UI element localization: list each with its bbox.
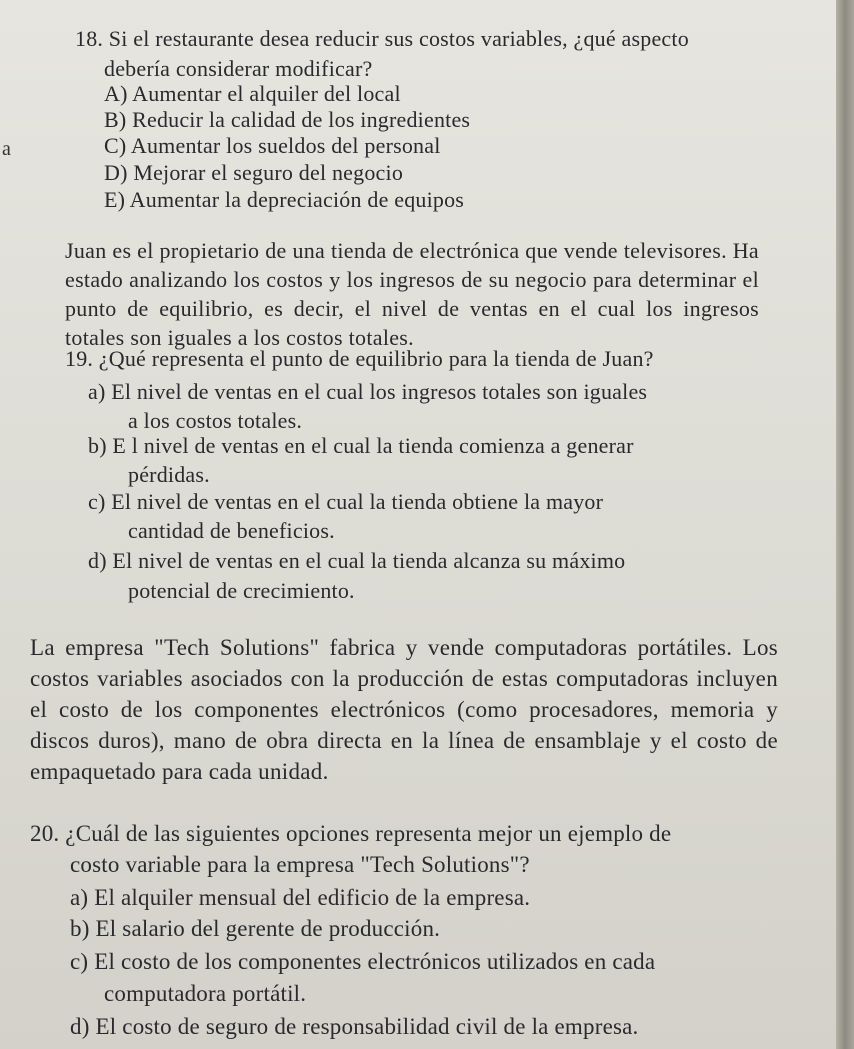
- q20-stem-line2: costo variable para la empresa "Tech Solutions"?: [70, 852, 530, 877]
- q18-option-c: C) Aumentar los sueldos del personal: [104, 133, 441, 158]
- q19-option-a-line2: a los costos totales.: [128, 408, 303, 433]
- q19-option-c-line1: c) El nivel de ventas en el cual la tienda obtiene la mayor: [88, 489, 604, 514]
- q20-option-a: a) El alquiler mensual del edificio de la empresa.: [70, 885, 531, 910]
- q19-option-b-line2: pérdidas.: [128, 462, 210, 487]
- q18-option-b: B) Reducir la calidad de los ingredientes: [104, 107, 471, 132]
- q18-stem-line1: 18. Si el restaurante desea reducir sus costos variables, ¿qué aspecto: [75, 26, 689, 51]
- q19-option-b-line1: b) E l nivel de ventas en el cual la tienda comienza a generar: [88, 433, 634, 458]
- q18-stem-line2: debería considerar modificar?: [104, 56, 373, 81]
- q20-stem-line1: 20. ¿Cuál de las siguientes opciones representa mejor un ejemplo de: [30, 821, 672, 846]
- q19-stem: 19. ¿Qué representa el punto de equilibrio para la tienda de Juan?: [65, 346, 654, 371]
- q18-option-e: E) Aumentar la depreciación de equipos: [104, 187, 465, 212]
- juan-scenario-paragraph: Juan es el propietario de una tienda de electrónica que vende televisores. Ha estado analizando los costos y los ingresos de su negocio para determinar el punto de equilibrio, es decir, el nivel de ventas en el cual los ingresos totales son iguales a los costos totales.: [65, 238, 759, 350]
- q19-option-a-line1: a) El nivel de ventas en el cual los ingresos totales son iguales: [88, 379, 648, 404]
- q19-option-d-line1: d) El nivel de ventas en el cual la tienda alcanza su máximo: [88, 548, 626, 573]
- q18-option-a: A) Aumentar el alquiler del local: [104, 81, 401, 106]
- tech-solutions-paragraph: La empresa "Tech Solutions" fabrica y vende computadoras portátiles. Los costos variables asociados con la producción de estas computadoras incluyen el costo de los componentes electrónicos (como procesadores, memoria y discos duros), mano de obra directa en la línea de ensamblaje y el costo de empaquetado para cada unidad.: [30, 635, 778, 784]
- q20-option-d: d) El costo de seguro de responsabilidad civil de la empresa.: [70, 1014, 639, 1039]
- q20-option-c-line1: c) El costo de los componentes electrónicos utilizados en cada: [70, 949, 656, 974]
- q18-option-d: D) Mejorar el seguro del negocio: [104, 160, 404, 185]
- q20-option-b: b) El salario del gerente de producción.: [70, 916, 441, 941]
- page-edge-shadow: [836, 0, 854, 1049]
- q19-option-d-line2: potencial de crecimiento.: [128, 578, 355, 603]
- margin-mark: a: [2, 138, 11, 160]
- q19-option-c-line2: cantidad de beneficios.: [128, 518, 335, 543]
- q20-option-c-line2: computadora portátil.: [104, 981, 307, 1006]
